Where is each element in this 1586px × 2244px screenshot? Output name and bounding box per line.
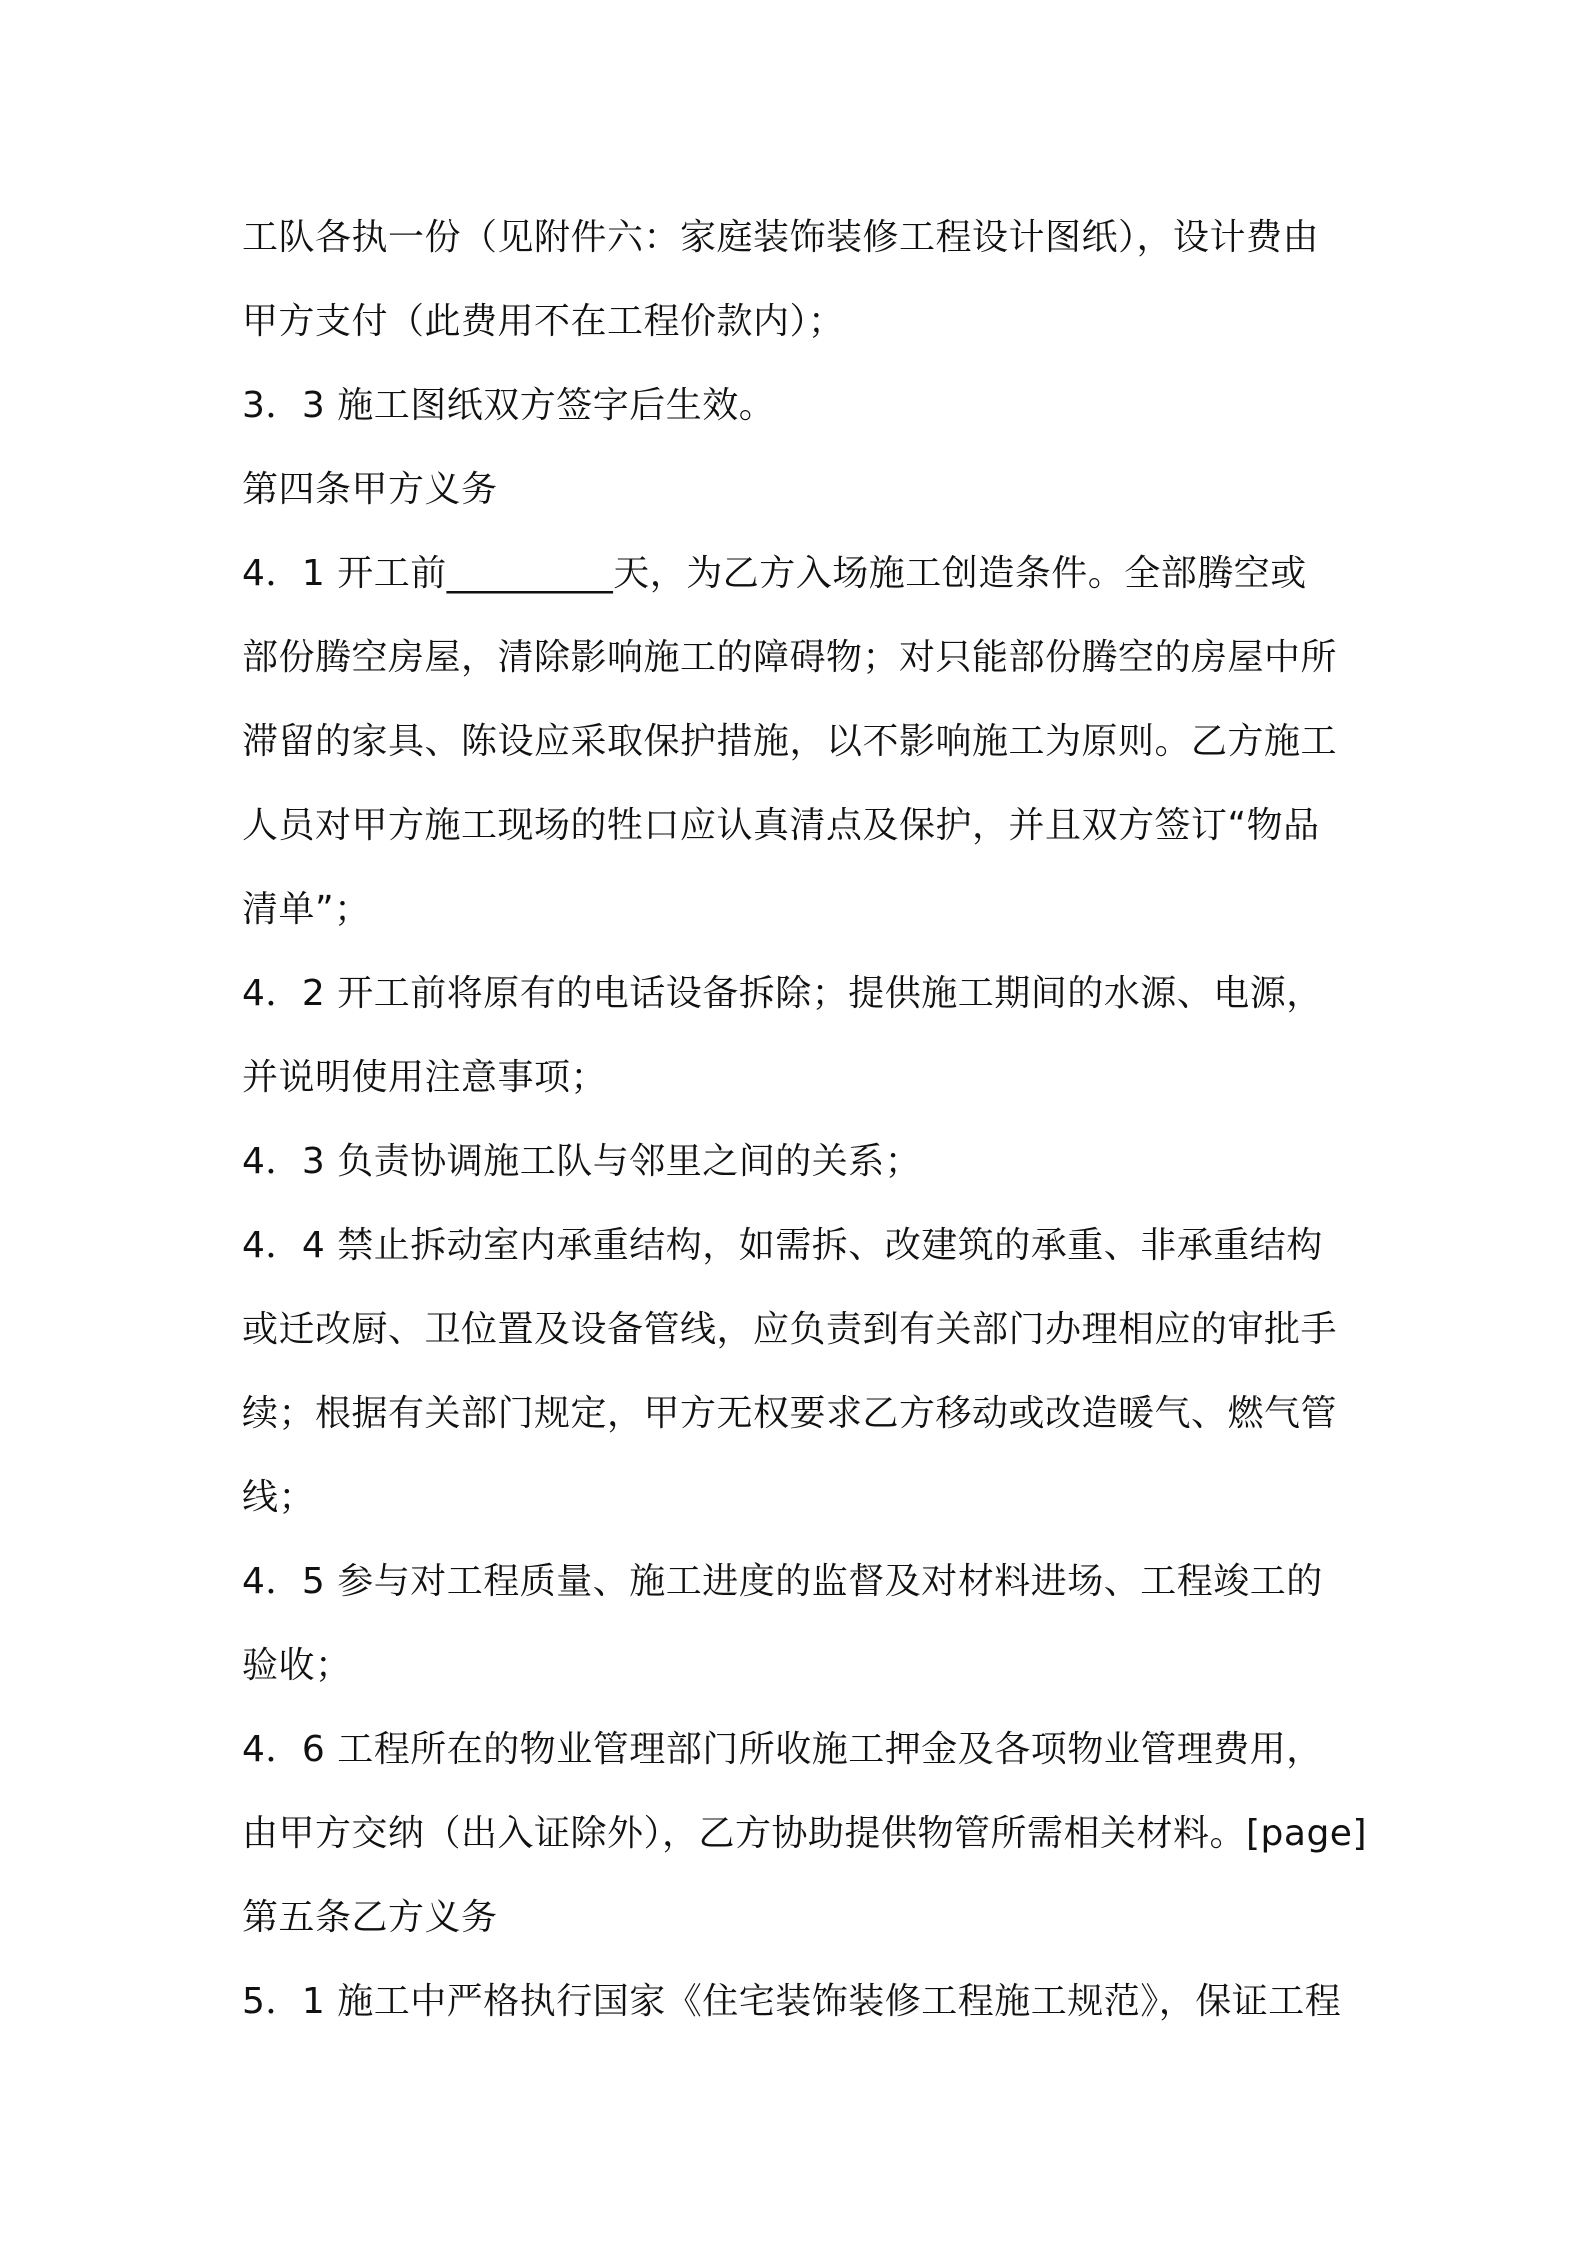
text-line: 并说明使用注意事项； — [242, 1057, 608, 1098]
text-line: 工队各执一份（见附件六：家庭装饰装修工程设计图纸），设计费由 — [242, 217, 1320, 258]
text-line: 清单”； — [242, 889, 371, 930]
text-line: 验收； — [242, 1645, 352, 1686]
text-line: 滞留的家具、陈设应采取保护措施，以不影响施工为原则。乙方施工 — [242, 721, 1338, 762]
section-heading: 第四条甲方义务 — [242, 469, 498, 510]
text-line: 续；根据有关部门规定，甲方无权要求乙方移动或改造暖气、燃气管 — [242, 1393, 1338, 1434]
text-line: 人员对甲方施工现场的牲口应认真清点及保护，并且双方签订“物品 — [242, 805, 1320, 846]
text-line: 4．1 开工前_________天，为乙方入场施工创造条件。全部腾空或 — [242, 553, 1307, 594]
text-line: 由甲方交纳（出入证除外），乙方协助提供物管所需相关材料。[page] — [242, 1813, 1368, 1854]
text-line: 部份腾空房屋，清除影响施工的障碍物；对只能部份腾空的房屋中所 — [242, 637, 1338, 678]
text-line: 4．4 禁止拆动室内承重结构，如需拆、改建筑的承重、非承重结构 — [242, 1225, 1323, 1266]
text-line: 4．3 负责协调施工队与邻里之间的关系； — [242, 1141, 922, 1182]
text-line: 甲方支付（此费用不在工程价款内）； — [242, 301, 845, 342]
text-line: 线； — [242, 1477, 316, 1518]
text-line: 3．3 施工图纸双方签字后生效。 — [242, 385, 776, 426]
section-heading: 第五条乙方义务 — [242, 1897, 498, 1938]
text-line: 5．1 施工中严格执行国家《住宅装饰装修工程施工规范》，保证工程 — [242, 1981, 1342, 2022]
document-body — [242, 196, 1368, 2044]
text-line: 4．5 参与对工程质量、施工进度的监督及对材料进场、工程竣工的 — [242, 1561, 1323, 1602]
text-line: 或迁改厨、卫位置及设备管线，应负责到有关部门办理相应的审批手 — [242, 1309, 1338, 1350]
text-line: 4．6 工程所在的物业管理部门所收施工押金及各项物业管理费用， — [242, 1729, 1323, 1770]
text-line: 4．2 开工前将原有的电话设备拆除；提供施工期间的水源、电源， — [242, 973, 1323, 1014]
